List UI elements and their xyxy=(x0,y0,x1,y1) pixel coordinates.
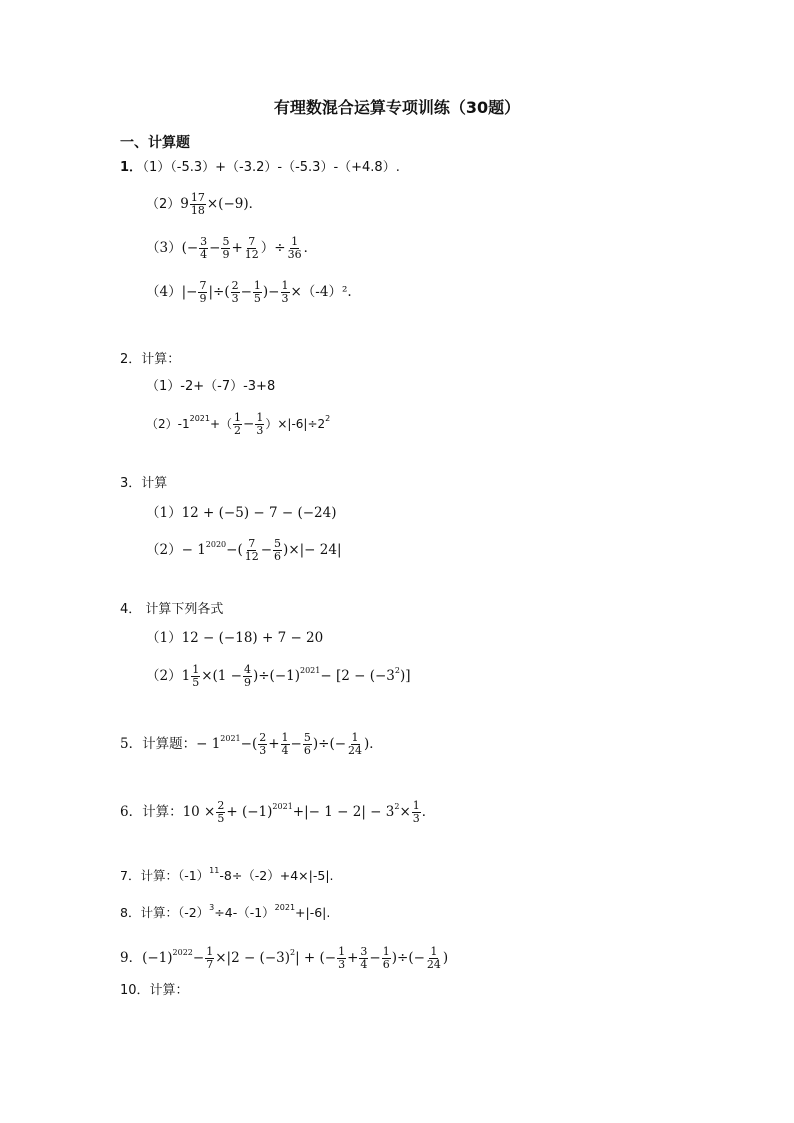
q2-part2: $(2)-1^{2021}+$（ $\frac{1}{2}$ − $\frac{1}{3}$ ）$\times|-6|\div 2^2$ xyxy=(146,411,331,437)
q8: 8．计算：$(-2)^3\div 4-(-1)^{2021}+|-6|$. xyxy=(120,902,331,920)
q5: 5．计算题：− $1^{2021}-$( $\frac{2}{3}$ + $\frac{1}{4}$ − $\frac{5}{6}$ )÷(− $\frac{1}{24}$ )． xyxy=(120,731,383,757)
q3-heading: 3．计算 xyxy=(120,476,168,491)
q1-number: 1． xyxy=(120,160,143,175)
q3-part2: $(2)- 1^{2020}-$( $\frac{7}{12}$ − $\frac{5}{6}$ )×|− 24| xyxy=(146,537,342,563)
q2-heading: 2．计算： xyxy=(120,352,181,367)
q1-part4: （4）|− $\frac{7}{9}$ |÷( $\frac{2}{3}$ − $\frac{1}{5}$ )− $\frac{1}{3}$ ×（-4）². xyxy=(146,279,352,305)
q7: 7．计算：$(-1)^{11}-8\div(-2)+4\times|-5|$. xyxy=(120,865,334,883)
q3-part1: （1）12 + (−5) − 7 − (−24) xyxy=(146,505,337,521)
q6: 6．计算：10 × $\frac{2}{5}$ + $(-1)^{2021}+|- 1 - 2| - 3^2\times$ $\frac{1}{3}$ ． xyxy=(120,799,436,825)
q1-part1: （1）（-5.3）+（-3.2）-（-5.3）-（+4.8）. xyxy=(136,160,400,175)
q1-part3: （3）(− $\frac{3}{4}$ − $\frac{5}{9}$ + $\frac{7}{12}$ ）÷ $\frac{1}{36}$ ． xyxy=(146,235,318,261)
q1-part2: （2）9 $\frac{17}{18}$ ×(−9)． xyxy=(146,191,263,217)
q10-heading: 10．计算： xyxy=(120,983,189,998)
q4-heading: 4． 计算下列各式 xyxy=(120,602,224,617)
q4-part1: （1）12 − (−18) + 7 − 20 xyxy=(146,630,324,646)
q2-part1: （1）-2+（-7）-3+8 xyxy=(146,379,276,394)
fraction: $\frac{17}{18}$ xyxy=(190,191,205,217)
page-title: 有理数混合运算专项训练（30题） xyxy=(273,98,521,117)
q4-part2: （2）1 $\frac{1}{5}$ ×(1 − $\frac{4}{9}$ )$\div(-1)^{2021}- [2 - (-3^2)]$ xyxy=(146,663,411,689)
section-heading: 一、计算题 xyxy=(120,135,190,151)
q9: 9．$(-1)^{2022}-$ $\frac{1}{7}$ $\times|2 - (-3)^2|$ + (− $\frac{1}{3}$ + $\frac{3}{4}$ − $\frac{1}{6}$ )÷(− $\frac{1}{24}$ ) xyxy=(120,945,449,971)
